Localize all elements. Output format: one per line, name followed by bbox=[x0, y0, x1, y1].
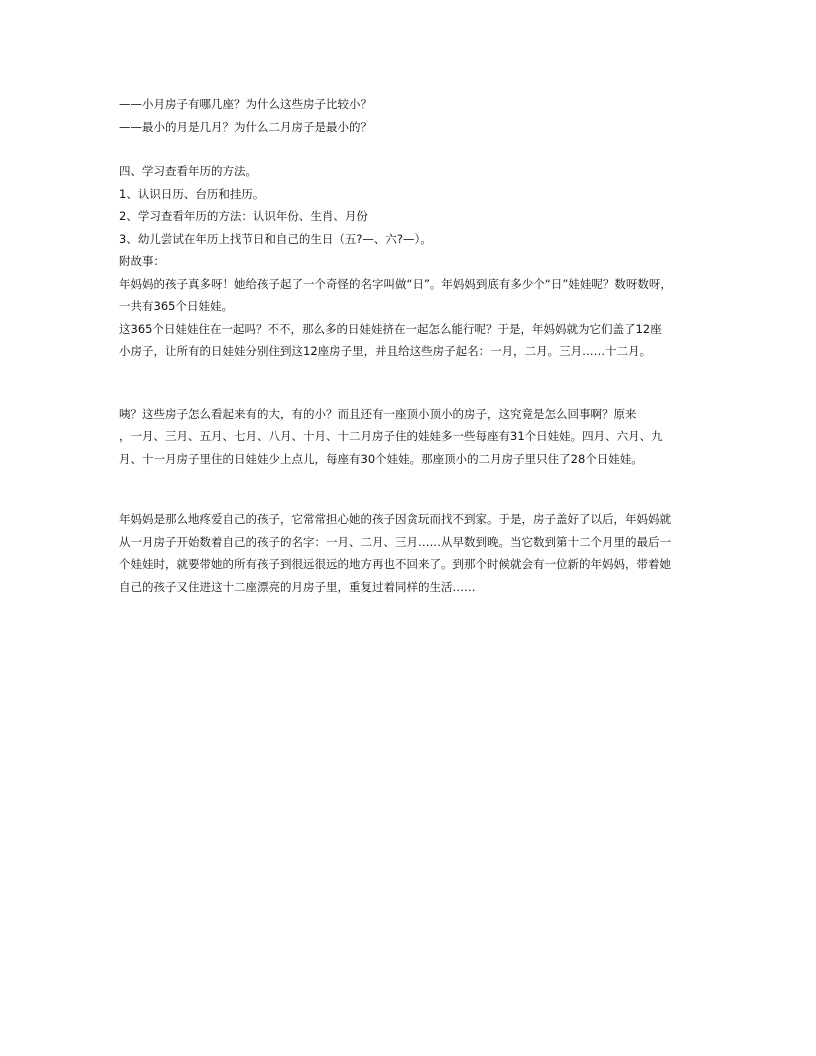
story-line: 自己的孩子又住进这十二座漂亮的月房子里，重复过着同样的生活…… bbox=[119, 579, 476, 594]
list-item: 3、幼儿尝试在年历上找节日和自己的生日（五?—、六?—）。 bbox=[119, 231, 432, 246]
story-line: 年妈妈的孩子真多呀！她给孩子起了一个奇怪的名字叫做“日”。年妈妈到底有多少个“日”娃娃呢？数呀数呀， bbox=[119, 276, 672, 291]
story-label: 附故事： bbox=[119, 254, 165, 268]
paragraph-gap bbox=[119, 470, 704, 508]
story-line: 咦？这些房子怎么看起来有的大，有的小？而且还有一座顶小顶小的房子，这究竟是怎么回事啊？原来 bbox=[119, 406, 637, 421]
question-line: ——小月房子有哪几座？为什么这些房子比较小？ bbox=[119, 97, 372, 111]
paragraph-gap bbox=[119, 138, 704, 160]
story-line: 年妈妈是那么地疼爱自己的孩子，它常常担心她的孩子因贪玩而找不到家。于是，房子盖好了以后，年妈妈就 bbox=[119, 512, 671, 526]
story-line: 小房子，让所有的日娃娃分别住到这12座房子里，并且给这些房子起名：一月，二月。三月……十二月。 bbox=[119, 344, 652, 358]
story-line: 一共有365个日娃娃。 bbox=[119, 299, 233, 313]
story-line: 从一月房子开始数着自己的孩子的名字：一月、二月、三月……从早数到晚。当它数到第十二个月里的最后一 bbox=[119, 534, 671, 549]
story-line: 月、十一月房子里住的日娃娃少上点儿，每座有30个娃娃。那座顶小的二月房子里只住了28个日娃娃。 bbox=[119, 451, 643, 466]
list-item: 1、认识日历、台历和挂历。 bbox=[119, 186, 265, 201]
document-page bbox=[119, 93, 704, 598]
paragraph-gap bbox=[119, 363, 704, 403]
story-line: ，一月、三月、五月、七月、八月、十月、十二月房子住的娃娃多一些每座有31个日娃娃。四月、六月、九 bbox=[119, 429, 663, 443]
section-heading: 四、学习查看年历的方法。 bbox=[119, 164, 257, 178]
story-line: 这365个日娃娃住在一起吗？不不，那么多的日娃娃挤在一起怎么能行呢？于是，年妈妈就为它们盖了12座 bbox=[119, 321, 662, 336]
question-line: ——最小的月是几月？为什么二月房子是最小的？ bbox=[119, 119, 372, 134]
list-item: 2、学习查看年历的方法：认识年份、生肖、月份 bbox=[119, 209, 368, 223]
story-line: 个娃娃时，就要带她的所有孩子到很远很远的地方再也不回来了。到那个时候就会有一位新的年妈妈，带着她 bbox=[119, 557, 671, 571]
